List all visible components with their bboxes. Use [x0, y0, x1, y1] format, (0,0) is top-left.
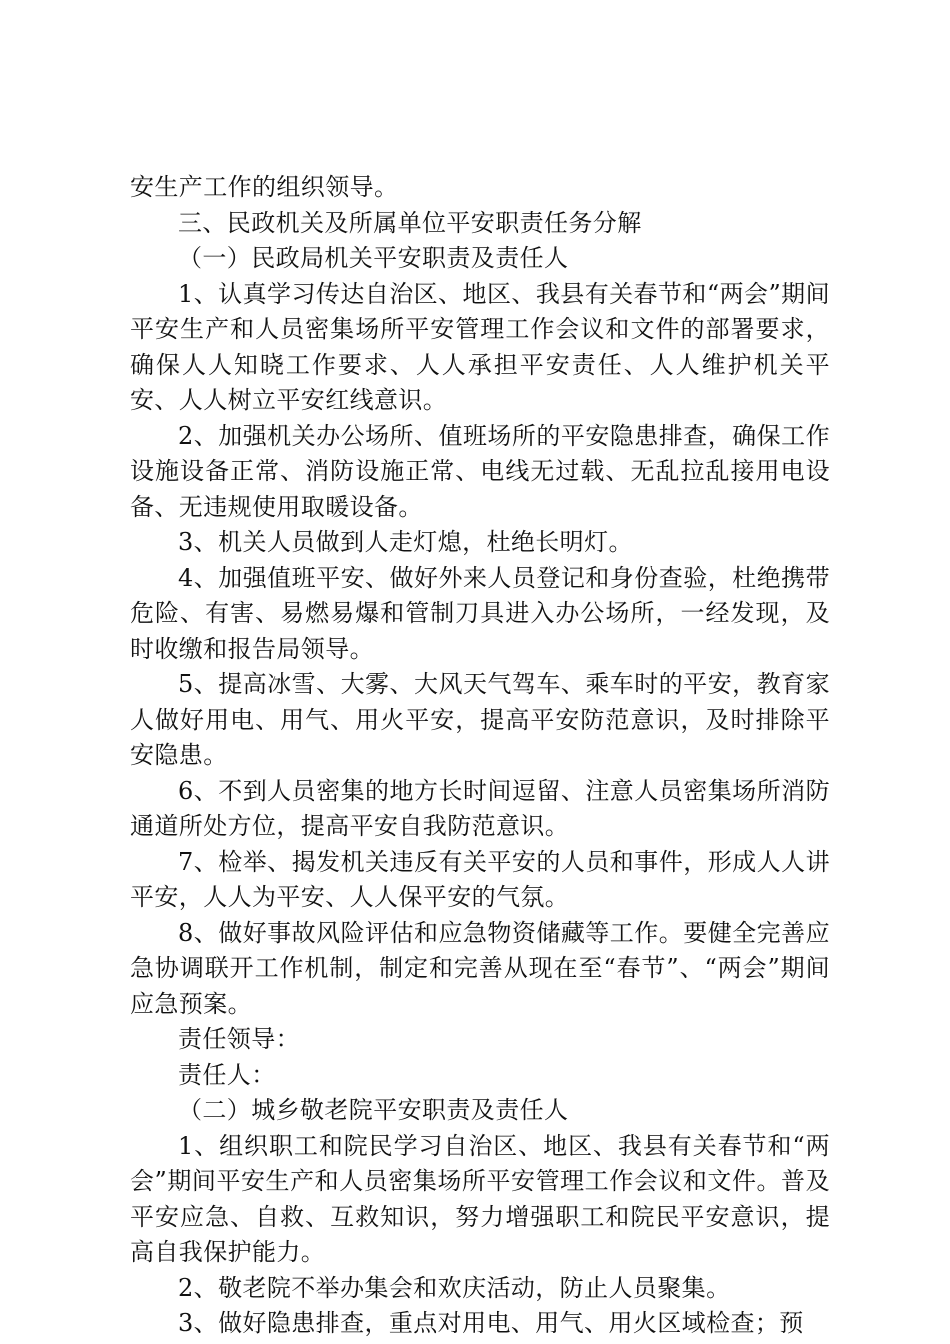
paragraph: 5、提高冰雪、大雾、大风天气驾车、乘车时的平安，教育家人做好用电、用气、用火平安，提高平安防范意识，及时排除平安隐患。: [130, 670, 830, 769]
paragraph: 8、做好事故风险评估和应急物资储藏等工作。要健全完善应急协调联开工作机制，制定和完善从现在至“春节”、“两会”期间应急预案。: [130, 918, 830, 1018]
section-heading: 三、民政机关及所属单位平安职责任务分解: [178, 208, 642, 237]
paragraph: 2、加强机关办公场所、值班场所的平安隐患排查，确保工作设施设备正常、消防设施正常、电线无过载、无乱拉乱接用电设备、无违规使用取暖设备。: [130, 421, 830, 521]
paragraph: 2、敬老院不举办集会和欢庆活动，防止人员聚集。: [178, 1273, 731, 1302]
paragraph: 7、检举、揭发机关违反有关平安的人员和事件，形成人人讲平安，人人为平安、人人保平安的气氛。: [130, 847, 830, 911]
paragraph: 6、不到人员密集的地方长时间逗留、注意人员密集场所消防通道所处方位，提高平安自我防范意识。: [130, 776, 830, 840]
responsible-leader-label: 责任领导：: [178, 1025, 300, 1053]
paragraph: 1、组织职工和院民学习自治区、地区、我县有关春节和“两会”期间平安生产和人员密集场所平安管理工作会议和文件。普及平安应急、自救、互救知识，努力增强职工和院民平安意识，提高自我保护能力。: [130, 1131, 830, 1266]
paragraph: 4、加强值班平安、做好外来人员登记和身份查验，杜绝携带危险、有害、易燃易爆和管制刀具进入办公场所，一经发现，及时收缴和报告局领导。: [130, 563, 830, 663]
paragraph: 3、机关人员做到人走灯熄，杜绝长明灯。: [178, 528, 633, 556]
paragraph: 1、认真学习传达自治区、地区、我县有关春节和“两会”期间平安生产和人员密集场所平安管理工作会议和文件的部署要求，确保人人知晓工作要求、人人承担平安责任、人人维护机关平安、人人树立平安红线意识。: [130, 279, 830, 414]
paragraph: 3、做好隐患排查，重点对用电、用气、用火区域检查；预: [178, 1309, 804, 1337]
subsection-heading: （一）民政局机关平安职责及责任人: [178, 244, 569, 272]
responsible-person-label: 责任人：: [178, 1060, 276, 1089]
document-body: [130, 170, 830, 1342]
subsection-heading: （二）城乡敬老院平安职责及责任人: [178, 1096, 569, 1124]
paragraph: 安生产工作的组织领导。: [130, 173, 399, 201]
